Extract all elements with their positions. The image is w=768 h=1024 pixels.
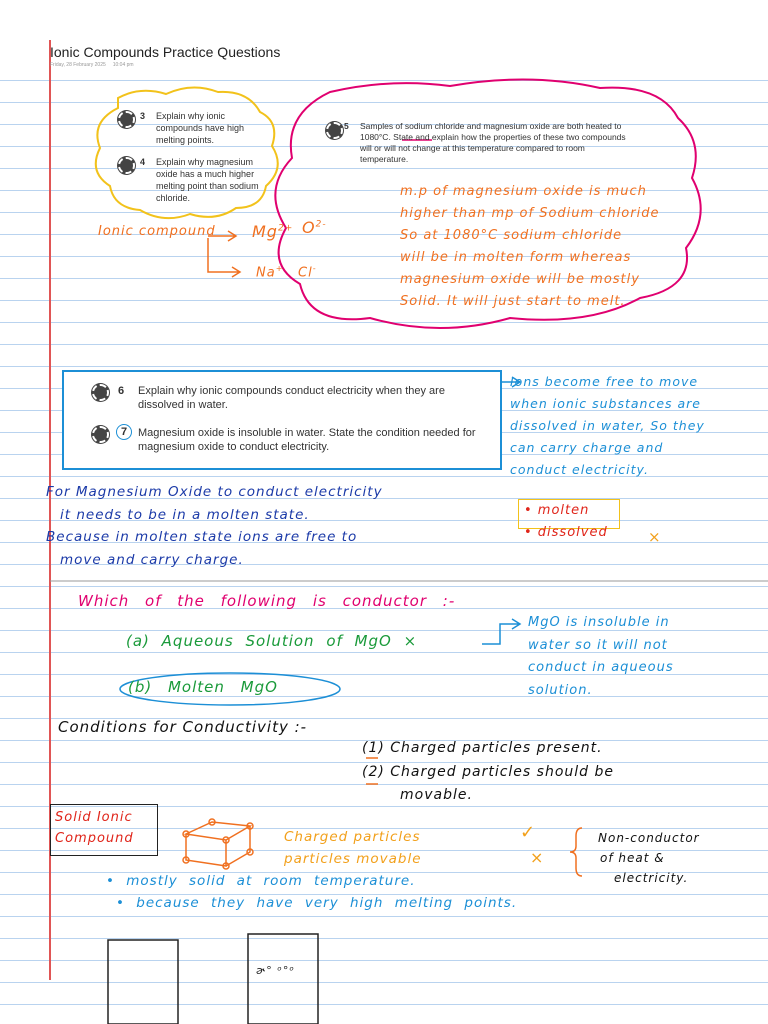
- dissolved-label: • dissolved: [524, 525, 608, 540]
- na-ion: Na+: [256, 264, 284, 281]
- question-6: 6 Explain why ionic compounds conduct electricity when they are dissolved in water.: [118, 385, 445, 411]
- option-b: (b) Molten MgO: [128, 678, 278, 696]
- tick-mark: ✓: [520, 822, 537, 843]
- question-7: 7 Magnesium oxide is insoluble in water. State the condition needed for magnesium oxide to conduct electricity.: [118, 426, 490, 454]
- page-header: [0, 0, 768, 80]
- yellow-cloud-questions: [110, 104, 270, 208]
- mg-ion: $Mg^{2+}$: [252, 222, 294, 241]
- condition-1: (1) Charged particles present.: [362, 740, 603, 756]
- cross-mark-2: ×: [530, 848, 545, 867]
- condition-2: (2) Charged particles should be: [362, 764, 614, 780]
- particles-movable: particles movable: [284, 851, 422, 867]
- orange-arrow-na: [208, 238, 240, 277]
- brace: [570, 828, 582, 876]
- ionic-compound-label: Ionic compound: [98, 224, 216, 239]
- answer-5: m.p of magnesium oxide is much higher than mp of Sodium chloride So at 1080°C sodium chloride will be in molten form whereas magnesium oxide will be mostly Solid. It will just start to melt.: [400, 184, 660, 309]
- solid-ionic-label: Solid Ionic Compound: [55, 810, 134, 846]
- page-title: Ionic Compounds Practice Questions: [50, 44, 281, 60]
- question-5: 5 Samples of sodium chloride and magnesium oxide are both heated to 1080°C. State and explain how the properties of these two compounds will or will not change at this temperature compared to room temperature.: [344, 121, 626, 164]
- gear-icon: [118, 111, 135, 128]
- question-3: 3 Explain why ionic compounds have high melting points.: [140, 111, 245, 145]
- empty-box-1: [108, 940, 178, 1024]
- answer-7: For Magnesium Oxide to conduct electricity it needs to be in a molten state. Because in molten state ions are free to move and carry charge.: [46, 484, 383, 568]
- non-conductor-note: Non-conductor of heat & electricity.: [598, 831, 700, 885]
- conditions-heading: Conditions for Conductivity :-: [58, 718, 308, 736]
- gear-icon: [326, 122, 343, 139]
- gear-icon: [92, 384, 109, 401]
- which-heading: Which of the following is conductor :-: [78, 592, 456, 610]
- mgo-note: MgO is insoluble in water so it will not conduct in aqueous solution.: [528, 615, 674, 698]
- condition-2-cont: movable.: [400, 787, 473, 803]
- o-ion: $O^{2-}$: [302, 218, 327, 237]
- gear-icon: [92, 426, 109, 443]
- scribble: ɚ° ᵒ°ᵒ: [256, 964, 295, 977]
- high-mp-note: • because they have very high melting points.: [116, 895, 518, 911]
- page-date: Friday, 28 February 2025 10:04 pm: [50, 62, 134, 68]
- lattice-drawing: [183, 819, 253, 869]
- mostly-solid-note: • mostly solid at room temperature.: [106, 873, 416, 889]
- question-4: 4 Explain why magnesium oxide has a much higher melting point than sodium chloride.: [140, 157, 259, 203]
- cross-mark: ×: [648, 528, 662, 546]
- answer-6: Ions become free to move when ionic substances are dissolved in water, So they can carry charge and conduct electricity.: [510, 374, 705, 477]
- solid-ionic-box: [50, 804, 158, 856]
- blue-arrow-mgo: [482, 619, 520, 644]
- molten-label: • molten: [524, 503, 590, 518]
- option-a: (a) Aqueous Solution of MgO ×: [126, 632, 418, 650]
- cl-ion: Cl-: [298, 264, 317, 281]
- charged-particles: Charged particles: [284, 829, 421, 845]
- questions-6-7-box: [62, 370, 502, 470]
- gear-icon: [118, 157, 135, 174]
- empty-box-2: [248, 934, 318, 1024]
